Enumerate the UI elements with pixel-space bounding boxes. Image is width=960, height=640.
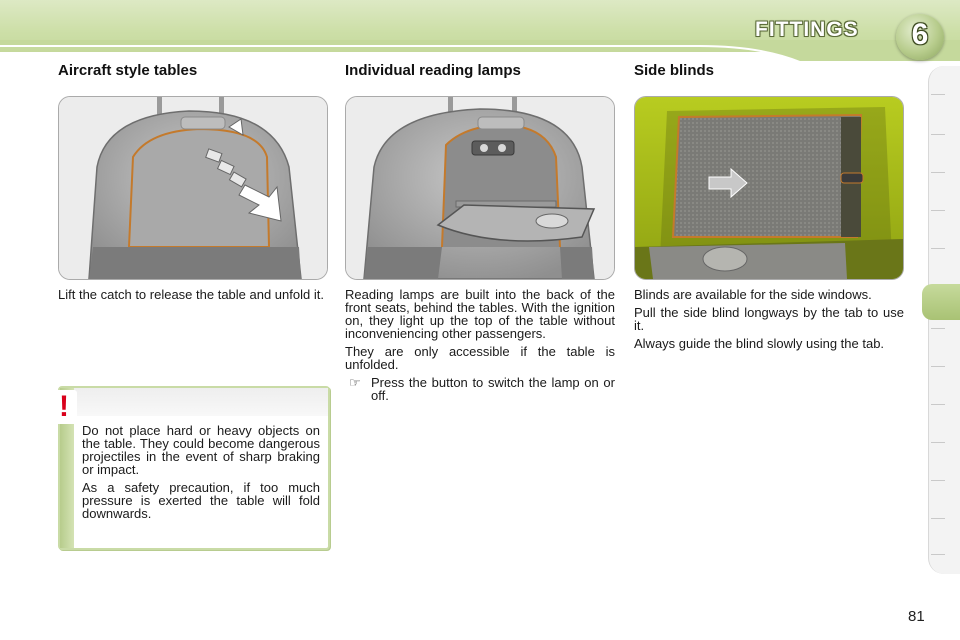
reading-lamps-paragraph: They are only accessible if the table is unfolded. xyxy=(345,344,615,372)
reading-lamps-bullet xyxy=(345,376,615,402)
warning-box-top xyxy=(74,388,328,416)
page-number: 81 xyxy=(908,608,925,625)
warning-paragraph: As a safety precaution, if too much pressure is exerted the table will fold downwards. xyxy=(82,480,320,521)
warning-paragraph: Do not place hard or heavy objects on the table. They could become dangerous projectiles in the event of sharp braking or impact. xyxy=(82,423,320,477)
heading-individual-reading-lamps: Individual reading lamps xyxy=(345,62,521,79)
reading-lamps-paragraph: Reading lamps are built into the back of the front seats, behind the tables. With the ignition on, they light up the top of the table without inconveniencing other passengers. xyxy=(345,287,615,341)
heading-side-blinds: Side blinds xyxy=(634,62,715,79)
side-blinds-instructions xyxy=(634,288,904,355)
pointing-hand-icon: ☞ xyxy=(349,375,361,390)
chapter-tab-active[interactable] xyxy=(922,284,960,320)
seatback-table-release-illustration xyxy=(58,96,328,280)
seatback-reading-lamp-illustration xyxy=(345,96,615,280)
side-blinds-paragraph: Blinds are available for the side windows. xyxy=(634,287,872,302)
side-blinds-paragraph: Pull the side blind longways by the tab to use it. xyxy=(634,305,904,333)
warning-text xyxy=(82,424,320,525)
tables-instructions xyxy=(58,288,326,306)
chapter-title: FITTINGS xyxy=(755,18,859,41)
rear-door-side-blind-illustration xyxy=(634,96,904,280)
side-blinds-paragraph: Always guide the blind slowly using the tab. xyxy=(634,336,885,351)
exclamation-warning-icon: ! xyxy=(51,390,77,424)
reading-lamps-bullet-text: Press the button to switch the lamp on or off. xyxy=(371,375,615,403)
reading-lamps-instructions xyxy=(345,288,615,402)
chapter-badge xyxy=(896,14,944,60)
chapter-number: 6 xyxy=(911,18,929,51)
heading-aircraft-style-tables: Aircraft style tables xyxy=(58,62,198,79)
tables-paragraph: Lift the catch to release the table and unfold it. xyxy=(58,287,324,302)
chapter-index-rail xyxy=(928,66,960,574)
